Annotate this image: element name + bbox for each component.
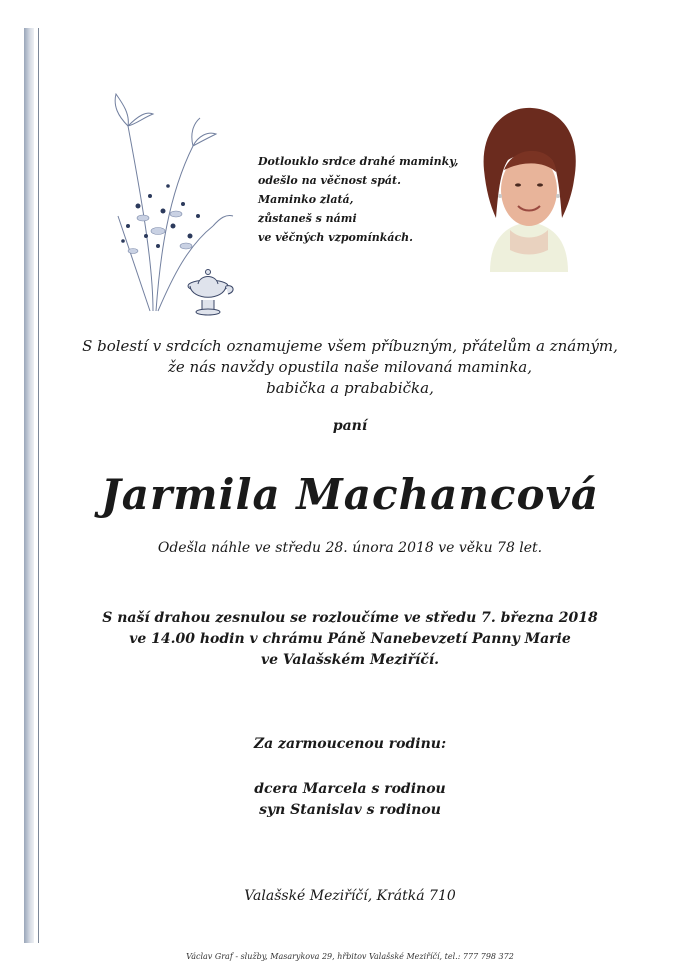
funeral-details (60, 608, 640, 671)
mourners-title: Za zarmoucenou rodinu: (253, 736, 447, 752)
deceased-name: Jarmila Machancová (100, 470, 600, 519)
memorial-verse (258, 152, 468, 247)
verse-line: Dotlouklo srdce drahé maminky, (258, 155, 459, 168)
mourners-list (60, 779, 640, 821)
mourner-entry: dcera Marcela s rodinou (254, 781, 446, 797)
verse-line: ve věčných vzpomínkách. (258, 231, 413, 244)
funeral-line: ve Valašském Meziříčí. (260, 652, 440, 668)
lily-bouquet-vase-illustration (98, 86, 248, 326)
announcement-line: S bolestí v srdcích oznamujeme všem příbuzným, přátelům a známým, (82, 337, 618, 355)
verse-line: Maminko zlatá, (258, 193, 354, 206)
announcement-line: babička a prababička, (266, 379, 434, 397)
mourner-entry: syn Stanislav s rodinou (259, 802, 441, 818)
funeral-line: ve 14.00 hodin v chrámu Páně Nanebevzetí Panny Marie (129, 631, 571, 647)
announcement-line: že nás navždy opustila naše milovaná maminka, (168, 358, 532, 376)
death-notice: Odešla náhle ve středu 28. února 2018 ve věku 78 let. (157, 540, 543, 556)
family-address: Valašské Meziříčí, Krátká 710 (244, 888, 456, 904)
salutation: paní (332, 418, 368, 434)
funeral-service-footer: Václav Graf - služby, Masarykova 29, hřbitov Valašské Meziříčí, tel.: 777 798 372 (186, 952, 514, 961)
announcement-text (60, 336, 640, 399)
decorative-border-bar (24, 28, 34, 943)
portrait-photo (470, 100, 588, 272)
funeral-line: S naší drahou zesnulou se rozloučíme ve středu 7. března 2018 (102, 610, 598, 626)
decorative-border-line (38, 28, 39, 943)
verse-line: zůstaneš s námi (258, 212, 357, 225)
verse-line: odešlo na věčnost spát. (258, 174, 401, 187)
